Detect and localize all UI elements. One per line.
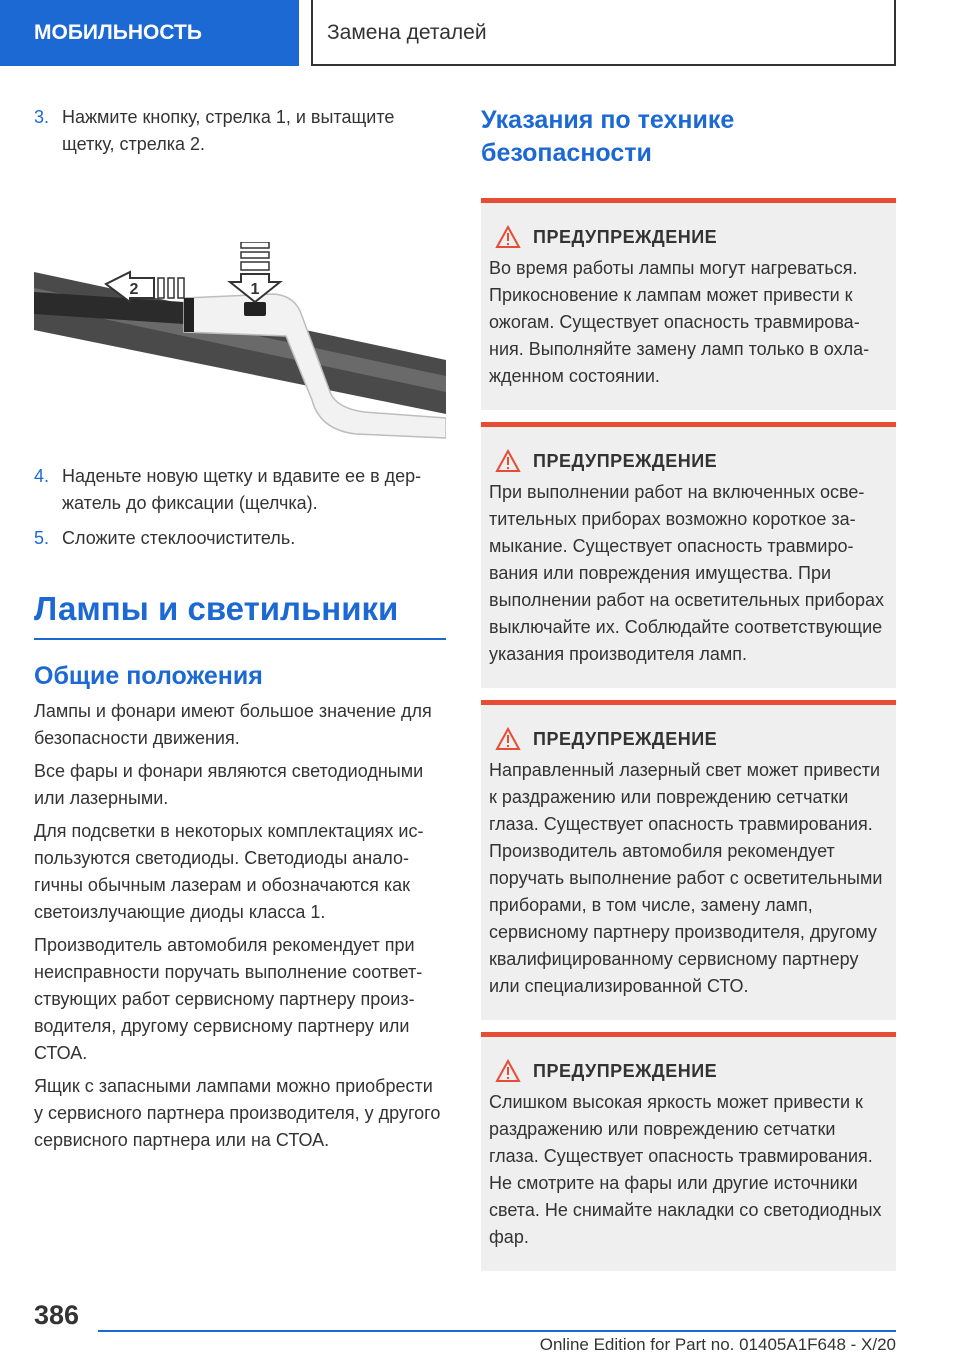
paragraph: Производитель автомобиля рекомендует при неисправности поручать выполнение соответствующих работ сервисному партнеру производителя, другому сервисному партнеру или СТОА.: [34, 935, 423, 1063]
warning-header: [489, 1059, 884, 1083]
footer-edition: Online Edition for Part no. 01405A1F648 - X/20: [539, 1335, 896, 1354]
warning-header: [489, 225, 884, 249]
warning-title: ПРЕДУПРЕЖДЕНИЕ: [533, 450, 718, 471]
warning-title: ПРЕДУПРЕЖДЕНИЕ: [533, 1060, 718, 1081]
warning-triangle-icon: [495, 727, 521, 751]
left-column: [34, 104, 446, 1154]
paragraph: Для подсветки в некоторых комплектациях используются светодиоды. Светодиоды аналогичны обычным лазерам и обозначаются как светоизлучающие диоды класса 1.: [34, 821, 424, 922]
wiper-illustration: [34, 242, 446, 452]
warning-text: Слишком высокая яркость может привести к раздражению или повреждению сетчатки глаза. Существует опасность травмирования. Не смотрите на фары или другие источники света. Не снимайте накладки со светодиодных фар.: [489, 1092, 882, 1247]
warning-text: При выполнении работ на включенных осветительных приборах возможно короткое замыкание. Существует опасность травмирования или повреждения имущества. При выполнении работ на осветительных приборах выключайте их. Соблюдайте соответствующие указания производителя ламп.: [489, 482, 884, 664]
paragraph: Лампы и фонари имеют большое значение для безопасности движения.: [34, 701, 432, 748]
section-heading: Лампы и светильники: [34, 588, 446, 640]
chapter-title: Замена деталей: [311, 0, 896, 66]
warning-header: [489, 727, 884, 751]
warning-triangle-icon: [495, 1059, 521, 1083]
warning-box: [481, 1032, 896, 1271]
paragraph: Все фары и фонари являются светодиодными или лазерными.: [34, 761, 424, 808]
paragraph: Ящик с запасными лампами можно приобрести у сервисного партнера производителя, у другого сервисного партнера или на СТОА.: [34, 1076, 441, 1150]
warning-triangle-icon: [495, 449, 521, 473]
warning-text: Направленный лазерный свет может привести к раздражению или повреждению сетчатки глаза. Существует опасность травмирования. Производитель автомобиля рекомендует поручать выполнение работ с осветительными приборами, в том числе, замену ламп, сервисному партнеру производителя, другому квалифицированному сервисному партнеру или специализированной СТО.: [489, 760, 883, 996]
subsection-heading: Общие положения: [34, 662, 263, 690]
safety-heading: Указания по технике безопасности: [481, 106, 735, 167]
warning-box: [481, 700, 896, 1020]
step-number: 4.: [34, 466, 50, 486]
page-number: 386: [34, 1300, 80, 1330]
step-item: [34, 525, 446, 552]
step-text: Сложите стеклоочиститель.: [62, 528, 296, 548]
step-text: Нажмите кнопку, стрелка 1, и вытащите щетку, стрелка 2.: [62, 107, 395, 154]
arrow-1-label: 1: [250, 281, 260, 298]
arrow-2-label: 2: [129, 281, 139, 298]
warning-title: ПРЕДУПРЕЖДЕНИЕ: [533, 226, 718, 247]
step-text: Наденьте новую щетку и вдавите ее в держатель до фиксации (щелчка).: [62, 466, 422, 513]
warning-title: ПРЕДУПРЕЖДЕНИЕ: [533, 728, 718, 749]
page-header: [0, 0, 960, 66]
step-number: 5.: [34, 528, 50, 548]
step-item: [34, 463, 446, 517]
right-column: [481, 104, 896, 1271]
warning-triangle-icon: [495, 225, 521, 249]
section-tab: МОБИЛЬНОСТЬ: [0, 0, 299, 66]
footer-divider: [98, 1330, 896, 1332]
warning-box: [481, 198, 896, 410]
step-item: [34, 104, 446, 158]
step-number: 3.: [34, 107, 50, 127]
warning-header: [489, 449, 884, 473]
warning-box: [481, 422, 896, 688]
warning-text: Во время работы лампы могут нагреваться. Прикосновение к лампам может привести к ожогам. Существует опасность травмирования. Выполняйте замену ламп только в охлажденном состоянии.: [489, 258, 870, 386]
